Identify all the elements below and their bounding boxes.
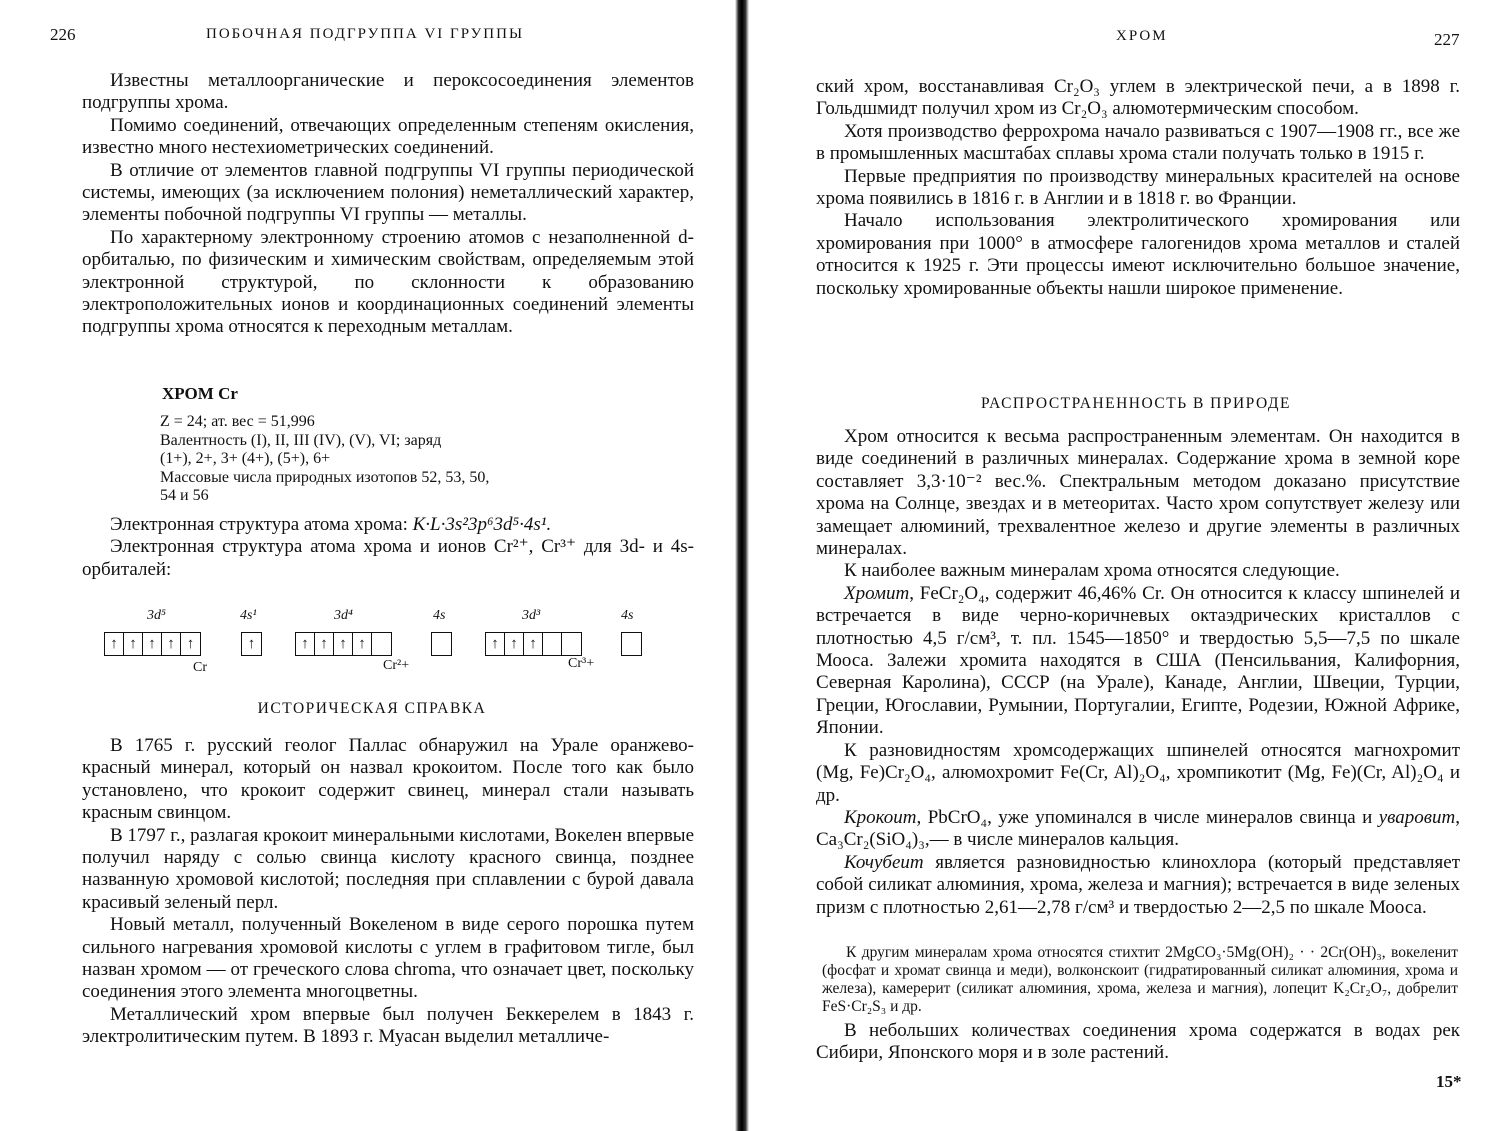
orbital-cells [295,632,392,656]
history-text [82,735,694,1049]
orbital-cell: ↑ [334,633,353,655]
orbital-cell: ↑ [247,636,256,652]
structure-formula: K·L·3s²3p⁶3d⁵·4s¹. [412,514,552,535]
paragraph: Хромит, FeCr₂O₄, содержит 46,46% Cr. Он относится к классу шпинелей и встречается в виде черно-коричневых октаэдрических кристаллов с плотностью 4,5 г/см³, т. пл. 1545—1850° и твердостью 5,5—7,5 по шкале Мооса. Залежи хромита находятся в США (Пенсильвания, Калифорния, Северная Каролина), СССР (на Урале), Канаде, Англии, Швеции, Турции, Греции, Югославии, Румынии, Португалии, Египте, Родезии, Южной Африке, Японии. [816,582,1460,739]
running-head: ХРОМ [1116,28,1168,44]
ion-label: Cr³+ [568,656,595,671]
history-heading: ИСТОРИЧЕСКАЯ СПРАВКА [257,700,487,717]
paragraph: В отличие от элементов главной подгруппы VI группы периодической системы, имеющих (за исключением полония) неметаллический характер, элементы побочной подгруппы VI группы — металлы. [82,159,694,226]
fact-line: 54 и 56 [160,487,209,504]
mineral-name: Кочубеит [844,851,924,873]
orbital-cell [622,633,641,655]
fact-line: (1+), 2+, 3+ (4+), (5+), 6+ [160,450,331,467]
structure-line: Электронная структура атома хрома: K·L·3s²3p⁶3d⁵·4s¹. [110,514,552,535]
paragraph: ский хром, восстанавливая Cr₂O₃ углем в электрической печи, а в 1898 г. Гольдшмидт получил хром из Cr₂O₃ алюмотермическим способом. [816,76,1460,120]
paragraph: По характерному электронному строению атомов с незаполненной d-орбиталью, по физическим и химическим свойствам, определяемым этой электронной структурой, по склонности к образованию электроположительных ионов и координационных соединений элементы подгруппы хрома относятся к переходным металлам. [82,226,694,338]
page-number: 227 [1434,30,1460,49]
paragraph: Кочубеит является разновидностью клинохлора (который представляет собой силикат алюминия, хрома, железа и магния); встречается в виде зеленых призм с плотностью 2,61—2,78 г/см³ и твердостью 2—2,5 по шкале Мооса. [816,851,1460,918]
element-facts [160,413,580,506]
left-page [0,0,740,1131]
fact-line: Валентность (I), II, III (IV), (V), VI; заряд [160,431,442,449]
orbital-cell: ↑ [105,633,124,655]
paragraph: К разновидностям хромсодержащих шпинелей относятся магнохромит (Mg, Fe)Cr₂O₄, алюмохромит Fe(Cr, Al)₂O₄, хромпикотит (Mg, Fe)(Cr, Al)₂O₄ и др. [816,739,1460,806]
orbital-label: 4s [433,608,446,623]
orbital-cell: ↑ [524,633,543,655]
paragraph: Хотя производство феррохрома начало развиваться с 1907—1908 гг., все же в промышленных масштабах сплавы хрома стали получать только в 1915 г. [816,120,1460,165]
closing-text [816,1020,1460,1065]
orbital-cell: ↑ [186,636,195,652]
right-page [748,0,1508,1131]
orbital-cell [432,633,451,655]
orbital-cells [485,632,582,656]
element-title: ХРОМ Cr [162,384,238,403]
signature-mark: 15* [1436,1072,1462,1091]
orbital-cells [241,632,262,656]
orbital-label: 4s¹ [240,608,257,623]
structure-text [82,514,694,581]
paragraph: Металлический хром впервые был получен Беккерелем в 1843 г. электролитическим путем. В 1893 г. Муасан выделил металличе- [82,1003,694,1048]
page-number: 226 [50,25,76,44]
orbital-label: 4s [621,608,634,623]
orbital-cell: ↑ [505,633,524,655]
paragraph: Хром относится к весьма распространенным элементам. Он находится в виде соединений в различных минералах. Содержание хрома в земной коре составляет 3,3·10⁻² вес.%. Спектральным методом доказано присутствие хрома на Солнце, звездах и в метеоритах. Часто хром сопутствует железу или замещает алюминий, трехвалентное железо и другие элементы в различных минералах. [816,426,1460,560]
paragraph: Новый металл, полученный Вокеленом в виде серого порошка путем сильного нагревания хромовой кислоты с углем в графитовом тигле, был назван хромом — от греческого слова chroma, что означает цвет, поскольку соединения этого элемента многоцветны. [82,914,694,1003]
orbital-cell: ↑ [124,633,143,655]
intro-text [82,70,694,339]
orbital-cell [562,633,581,655]
nature-text [816,426,1460,919]
orbital-cell: ↑ [315,633,334,655]
paragraph: В 1797 г., разлагая крокоит минеральными кислотами, Вокелен впервые получил наряду с солью свинца кислоту красного свинца, позднее названную хромовой кислотой; последняя при сплавлении с бурой давала красивый зеленый перл. [82,824,694,913]
ion-label: Cr [193,660,207,675]
mineral-name: Хромит [844,582,910,604]
orbital-cells [431,632,452,656]
paragraph: Помимо соединений, отвечающих определенным степеням окисления, известно много нестехиометрических соединений. [82,114,694,159]
ion-label: Cr²+ [383,658,410,673]
orbital-cell: ↑ [143,633,162,655]
paragraph: В 1765 г. русский геолог Паллас обнаружил на Урале оранжево-красный минерал, который он назвал крокоитом. После того как было установлено, что крокоит содержит свинец, минерал стали называть красным свинцом. [82,735,694,824]
paragraph: К наиболее важным минералам хрома относятся следующие. [844,560,1340,582]
history-continued [816,76,1460,300]
nature-heading: РАСПРОСТРАНЕННОСТЬ В ПРИРОДЕ [981,395,1291,412]
fact-line: Z = 24; ат. вес = 51,996 [160,413,315,430]
paragraph: Первые предприятия по производству минеральных красителей на основе хрома появились в 1816 г. в Англии и в 1818 г. во Франции. [816,165,1460,210]
structure-line: Электронная структура атома хрома и ионов Cr²⁺, Cr³⁺ для 3d- и 4s-орбиталей: [82,536,694,580]
orbital-cells [104,632,201,656]
orbital-cell: ↑ [486,633,505,655]
paragraph: К другим минералам хрома относятся стихтит 2MgCO₃·5Mg(OH)₂ · · 2Cr(OH)₃, вокеленит (фосфат и хромат свинца и меди), волконскоит (гидратированный силикат алюминия, хрома и железа), камерерит (силикат алюминия, хрома, железа и магния), лопецит K₂Cr₂O₇, добрелит FeS·Cr₂S₃ и др. [822,944,1458,1015]
fact-line: Массовые числа природных изотопов 52, 53, 50, [160,468,490,486]
orbital-label: 3d⁵ [147,608,166,623]
paragraph: Начало использования электролитического хромирования или хромирования при 1000° в атмосфере галогенидов хрома металлов и сталей относится к 1925 г. Эти процессы имеют исключительно большое значение, поскольку хромированные объекты нашли широкое применение. [816,210,1460,299]
orbital-cell [543,633,562,655]
paragraph: Известны металлоорганические и пероксосоединения элементов подгруппы хрома. [82,70,694,114]
orbital-label: 3d³ [522,608,541,623]
orbital-cell: ↑ [353,633,372,655]
orbital-cell [372,633,391,655]
orbital-label: 3d⁴ [334,608,353,623]
running-head: ПОБОЧНАЯ ПОДГРУППА VI ГРУППЫ [206,26,525,42]
paragraph: Крокоит, PbCrO₄, уже упоминался в числе минералов свинца и уваровит, Ca₃Cr₂(SiO₄)₃,— в числе минералов кальция. [816,806,1460,851]
orbital-cell: ↑ [162,633,181,655]
orbital-cell: ↑ [296,633,315,655]
book-spine [735,0,749,1131]
mineral-name: уваровит [1378,806,1456,828]
small-print-note [822,944,1458,1016]
orbital-cells [621,632,642,656]
paragraph: В небольших количествах соединения хрома содержатся в водах рек Сибири, Японского моря и в золе растений. [816,1020,1460,1064]
mineral-name: Крокоит [844,806,917,828]
